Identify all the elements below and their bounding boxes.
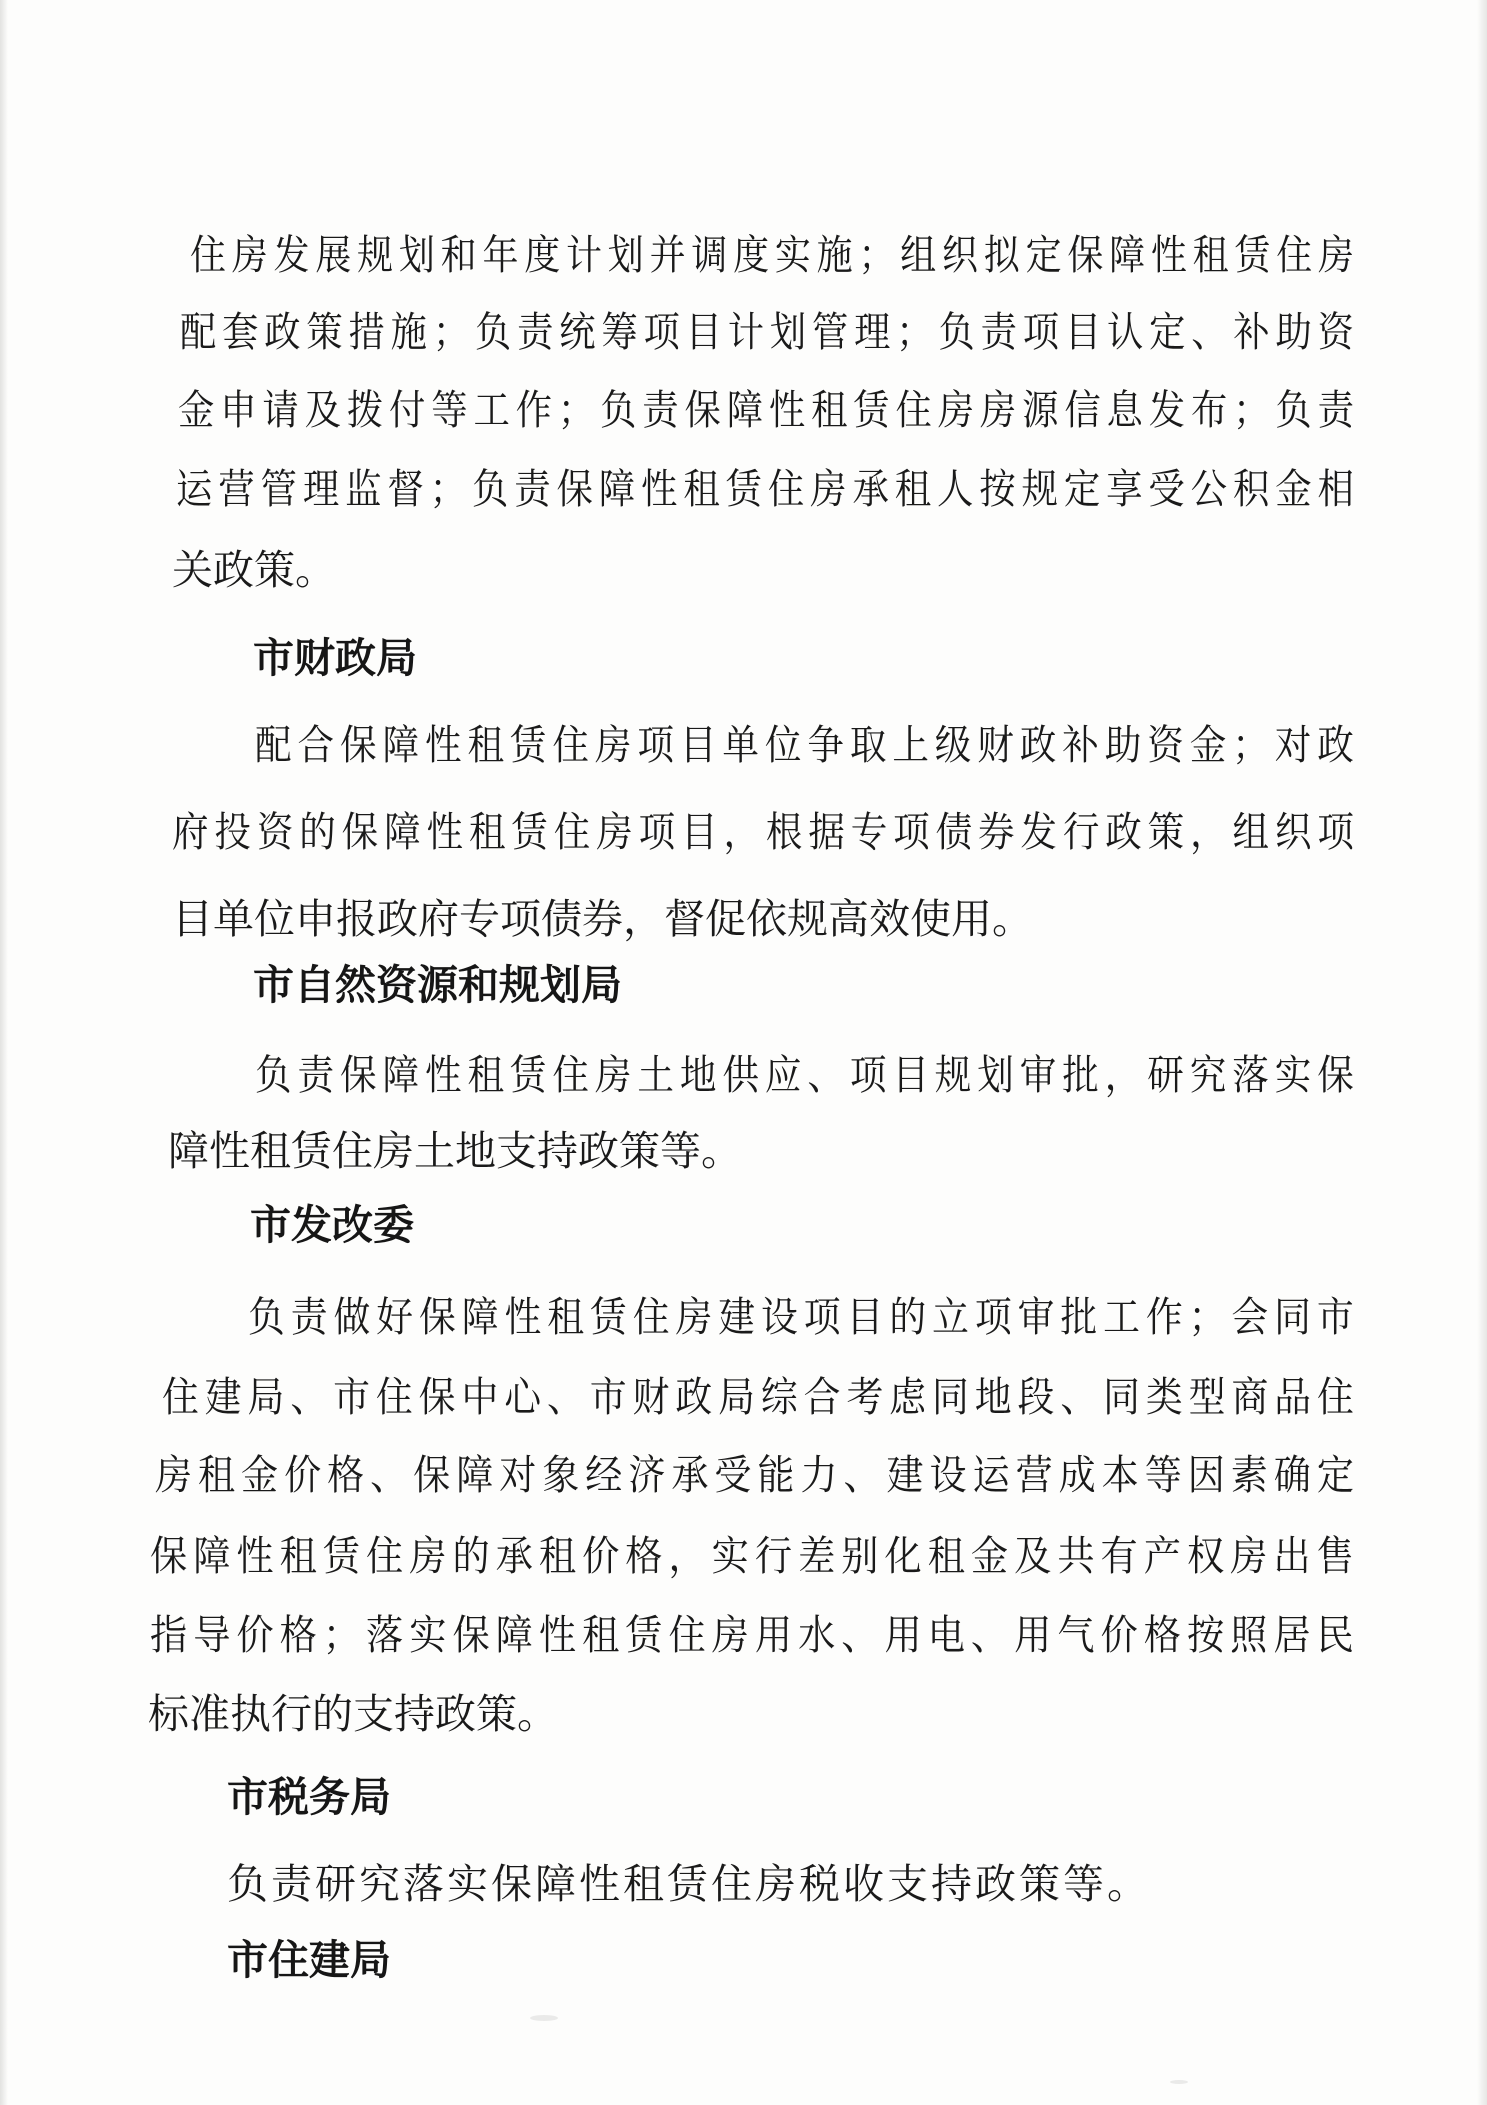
body-line-last: 目单位申报政府专项债券，督促依规高效使用。: [172, 895, 1033, 943]
section-heading-housing-construction: 市住建局: [227, 1936, 391, 1984]
body-line-last: 负责研究落实保障性租赁住房税收支持政策等。: [227, 1860, 1151, 1908]
section-heading-finance: 市财政局: [253, 634, 417, 682]
body-line: 住建局、市住保中心、市财政局综合考虑同地段、同类型商品住: [162, 1373, 1360, 1421]
section-heading-natural-resources: 市自然资源和规划局: [253, 961, 622, 1009]
body-line-last: 关政策。: [172, 546, 336, 594]
section-heading-development-reform: 市发改委: [250, 1201, 414, 1249]
body-line-last: 标准执行的支持政策。: [148, 1690, 558, 1738]
body-line: 运营管理监督；负责保障性租赁住房承租人按规定享受公积金相: [176, 465, 1360, 513]
scan-speck: [530, 2015, 558, 2021]
section-heading-tax: 市税务局: [227, 1773, 391, 1821]
body-line: 负责保障性租赁住房土地供应、项目规划审批，研究落实保: [255, 1051, 1360, 1099]
body-line: 住房发展规划和年度计划并调度实施；组织拟定保障性租赁住房: [190, 231, 1360, 279]
scan-speck: [1170, 2080, 1188, 2084]
body-line: 配合保障性租赁住房项目单位争取上级财政补助资金；对政: [255, 721, 1360, 769]
body-line: 房租金价格、保障对象经济承受能力、建设运营成本等因素确定: [155, 1451, 1360, 1499]
body-line: 保障性租赁住房的承租价格，实行差别化租金及共有产权房出售: [150, 1532, 1360, 1580]
page-edge-shadow-left: [0, 0, 8, 2105]
body-line: 负责做好保障性租赁住房建设项目的立项审批工作；会同市: [248, 1293, 1360, 1341]
body-line: 指导价格；落实保障性租赁住房用水、用电、用气价格按照居民: [150, 1611, 1360, 1659]
page-edge-shadow-right: [1477, 0, 1487, 2105]
body-line: 配套政策措施；负责统筹项目计划管理；负责项目认定、补助资: [180, 308, 1360, 356]
body-line: 金申请及拨付等工作；负责保障性租赁住房房源信息发布；负责: [178, 386, 1360, 434]
body-line-last: 障性租赁住房土地支持政策等。: [168, 1127, 742, 1175]
body-line: 府投资的保障性租赁住房项目，根据专项债券发行政策，组织项: [172, 808, 1360, 856]
